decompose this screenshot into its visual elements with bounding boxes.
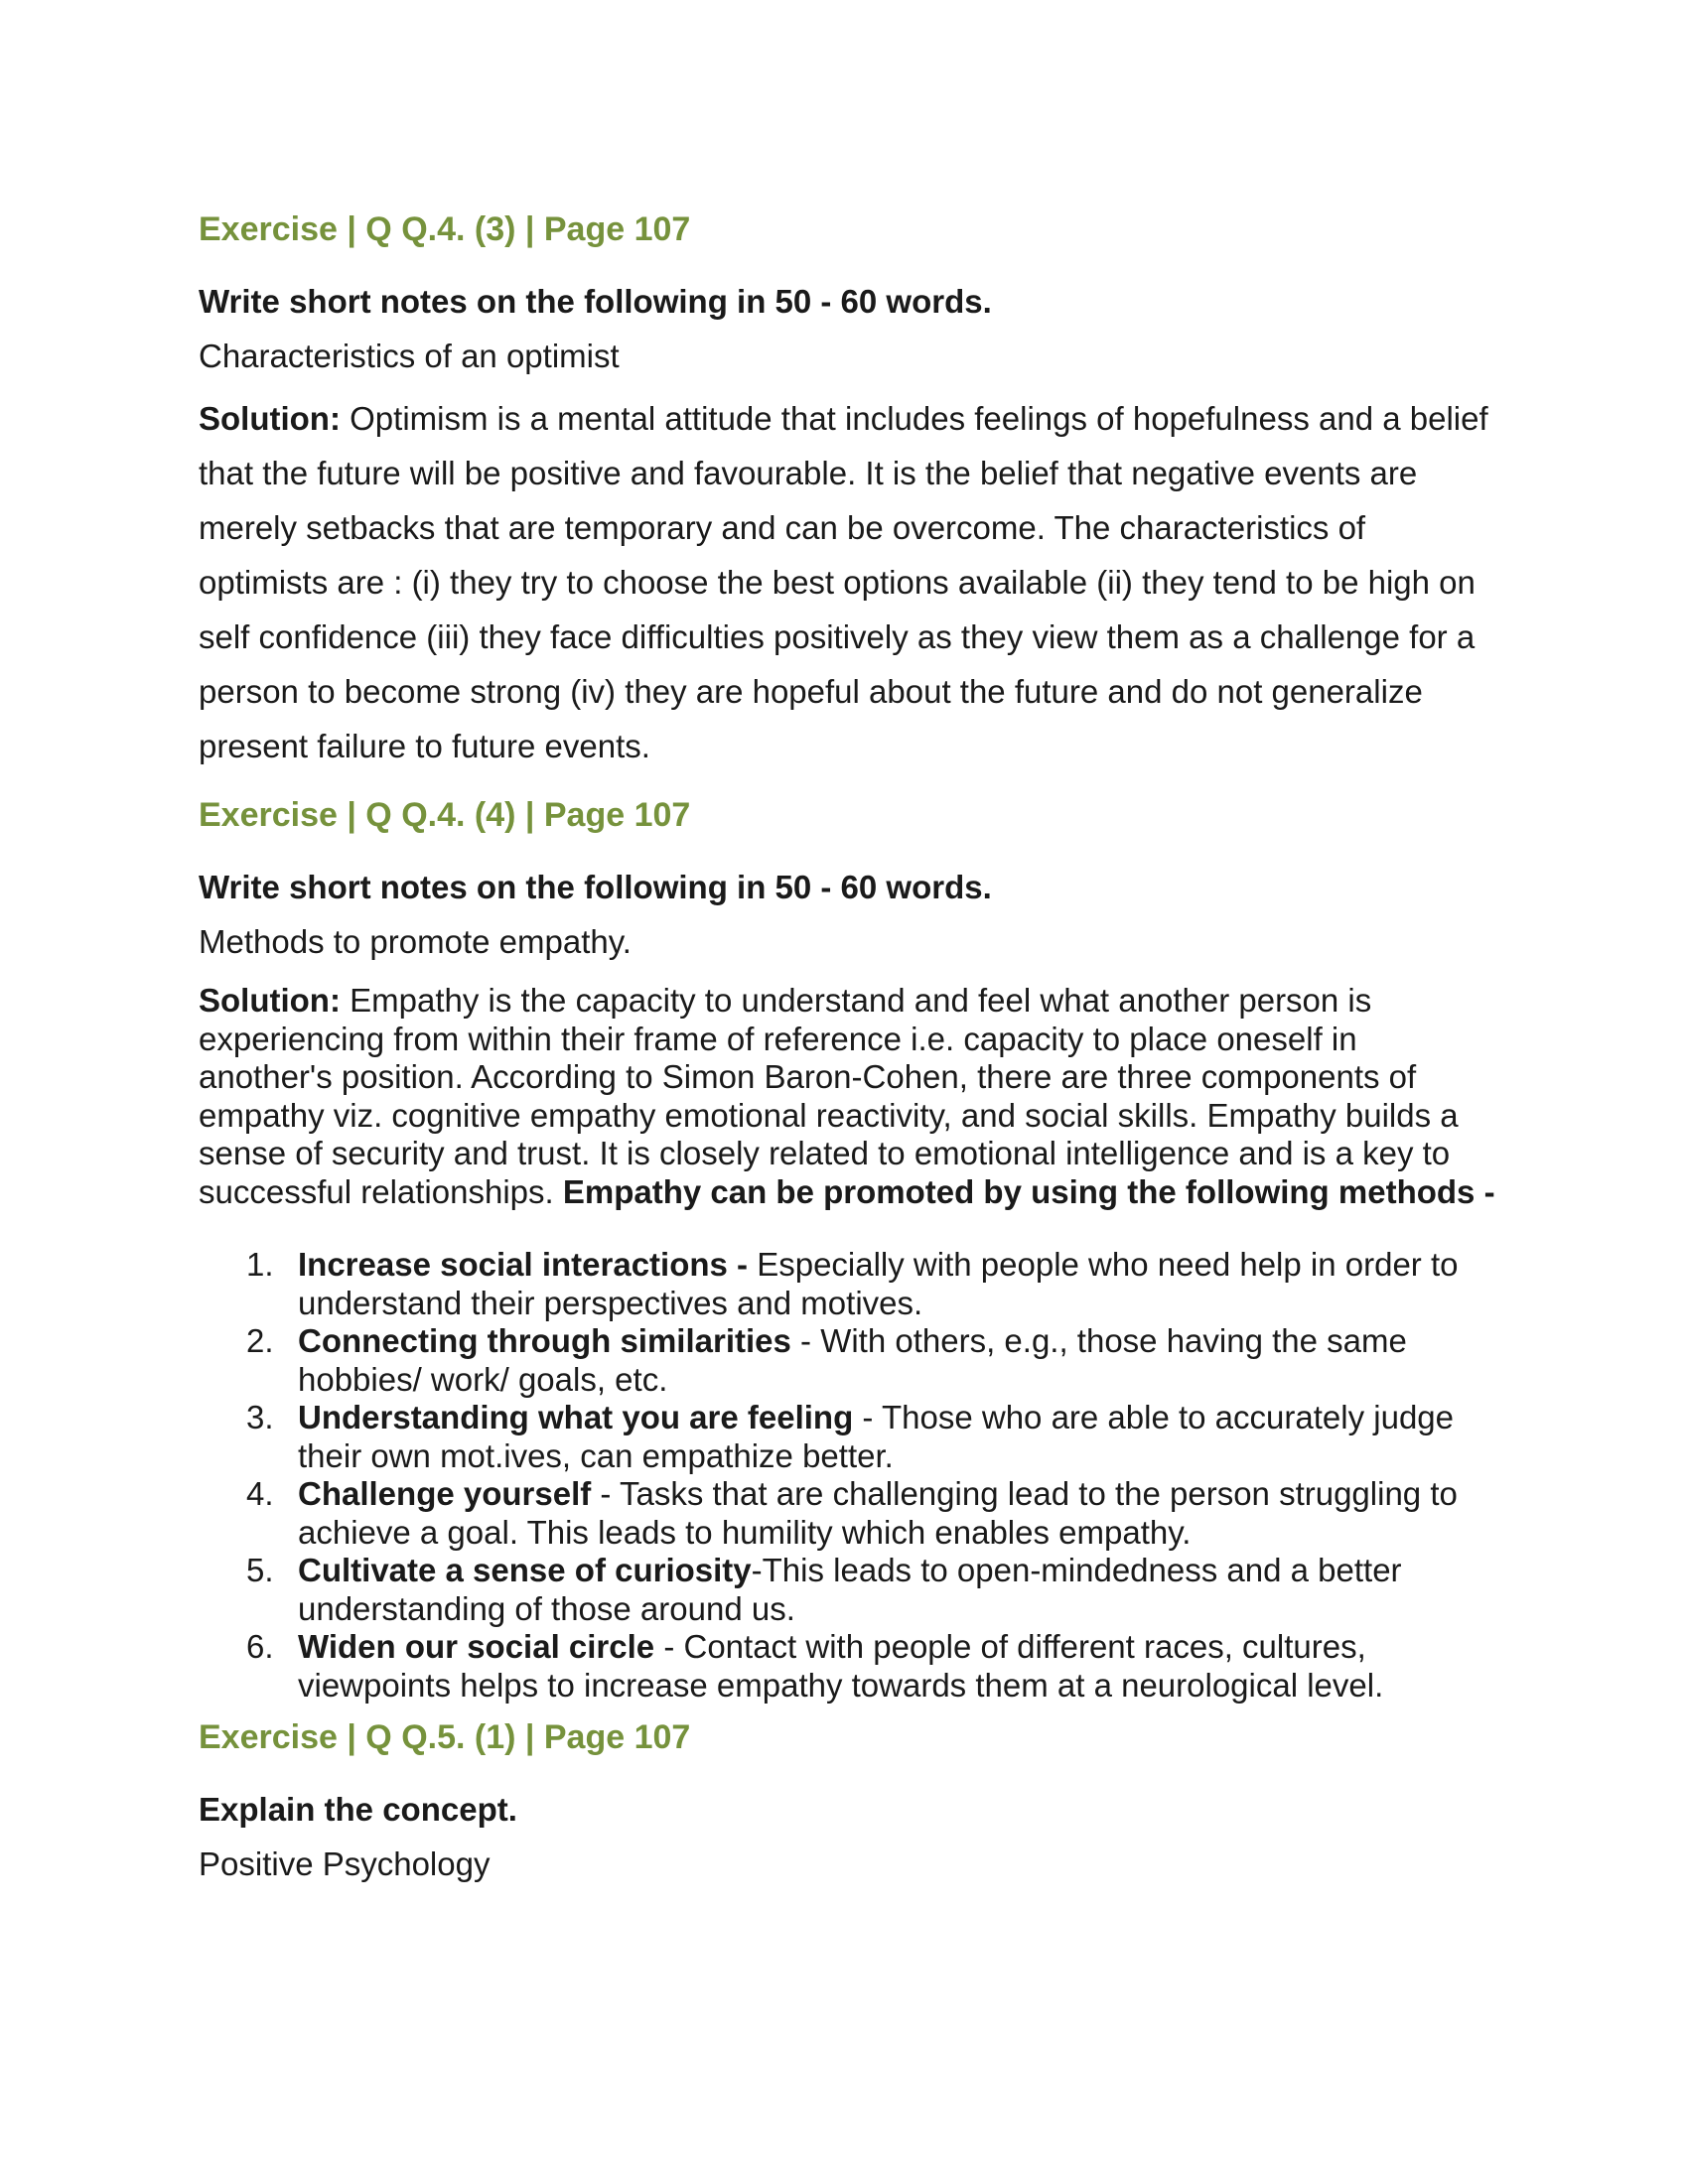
solution-text: Empathy is the capacity to understand and feel what another person is experiencing from within their frame of reference i.e. capacity to place oneself in another's position. According to Simon Baron-Cohen, there are three components of empathy viz. cognitive empathy emotional reactivity, and social skills. Empathy builds a sense of security and trust. It is closely related to emotional intelligence and is a key to successful relationships. — [199, 982, 1459, 1210]
section-q4-4 — [199, 794, 1499, 1705]
solution-label: Solution: — [199, 400, 341, 437]
method-text: - Those who are able to accurately judge their own mot.ives, can empathize better. — [298, 1399, 1454, 1474]
document-body — [199, 208, 1499, 1899]
list-item — [199, 1628, 1499, 1705]
section-q5-1 — [199, 1716, 1499, 1884]
question-instruction: Write short notes on the following in 50 - 60 words. — [199, 283, 992, 320]
exercise-heading: Exercise | Q Q.4. (4) | Page 107 — [199, 796, 691, 834]
list-item — [199, 1246, 1499, 1322]
list-item — [199, 1552, 1499, 1628]
solution-paragraph — [199, 982, 1499, 1211]
method-text: -This leads to open-mindedness and a better understanding of those around us. — [298, 1552, 1402, 1627]
list-number: 5. — [246, 1552, 274, 1588]
list-number: 1. — [246, 1246, 274, 1283]
question-instruction: Write short notes on the following in 50 - 60 words. — [199, 869, 992, 905]
method-title: Understanding what you are feeling — [298, 1399, 854, 1435]
list-item — [199, 1399, 1499, 1475]
exercise-heading: Exercise | Q Q.4. (3) | Page 107 — [199, 210, 691, 248]
list-item — [199, 1475, 1499, 1552]
list-item — [199, 1322, 1499, 1399]
question-topic: Positive Psychology — [199, 1845, 491, 1882]
question-topic: Characteristics of an optimist — [199, 338, 620, 374]
method-title: Connecting through similarities — [298, 1322, 791, 1359]
exercise-heading: Exercise | Q Q.5. (1) | Page 107 — [199, 1718, 691, 1756]
list-number: 3. — [246, 1399, 274, 1435]
solution-emphasis: Empathy can be promoted by using the following methods - — [562, 1172, 1495, 1210]
question-instruction: Explain the concept. — [199, 1791, 517, 1828]
method-title: Widen our social circle — [298, 1628, 655, 1665]
solution-paragraph — [199, 391, 1499, 773]
list-number: 6. — [246, 1628, 274, 1665]
method-title: Increase social interactions - — [298, 1246, 749, 1283]
list-number: 4. — [246, 1475, 274, 1512]
section-q4-3 — [199, 208, 1499, 773]
method-text: - Contact with people of different races, cultures, viewpoints helps to increase empathy towards them at a neurological level. — [298, 1628, 1384, 1704]
methods-list — [199, 1246, 1499, 1705]
method-title: Challenge yourself — [298, 1475, 592, 1512]
solution-text: Optimism is a mental attitude that includes feelings of hopefulness and a belief that the future will be positive and favourable. It is the belief that negative events are merely setbacks that are temporary and can be overcome. The characteristics of optimists are : (i) they try to choose the best options available (ii) they tend to be high on self confidence (iii) they face difficulties positively as they view them as a challenge for a person to become strong (iv) they are hopeful about the future and do not generalize present failure to future events. — [199, 400, 1488, 764]
method-text: - With others, e.g., those having the same hobbies/ work/ goals, etc. — [298, 1322, 1407, 1398]
method-text: - Tasks that are challenging lead to the person struggling to achieve a goal. This leads to humility which enables empathy. — [298, 1475, 1458, 1551]
method-text: Especially with people who need help in order to understand their perspectives and motives. — [298, 1246, 1459, 1321]
method-title: Cultivate a sense of curiosity — [298, 1552, 752, 1588]
question-topic: Methods to promote empathy. — [199, 923, 632, 960]
solution-label: Solution: — [199, 982, 341, 1019]
list-number: 2. — [246, 1322, 274, 1359]
